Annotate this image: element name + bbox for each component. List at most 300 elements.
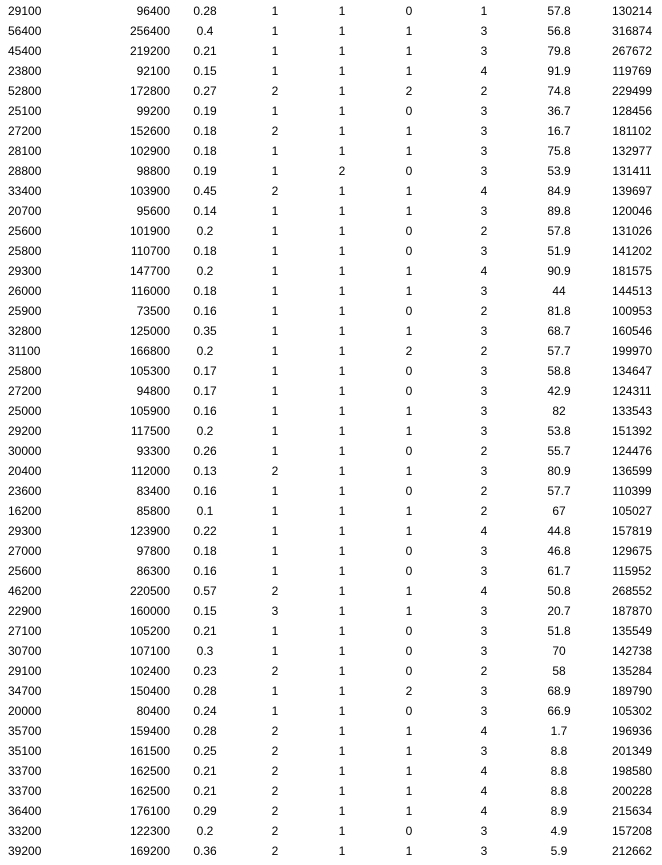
- table-cell[interactable]: 2: [271, 584, 279, 598]
- table-cell[interactable]: 29300: [8, 524, 42, 538]
- table-cell[interactable]: 57.8: [547, 224, 571, 238]
- table-cell[interactable]: 61.7: [547, 564, 571, 578]
- table-cell[interactable]: 1: [338, 184, 346, 198]
- table-cell[interactable]: 4: [480, 524, 488, 538]
- table-cell[interactable]: 120046: [611, 204, 653, 218]
- table-cell[interactable]: 53.8: [547, 424, 571, 438]
- table-cell[interactable]: 26000: [8, 284, 42, 298]
- table-cell[interactable]: 256400: [129, 24, 170, 38]
- table-cell[interactable]: 3: [480, 744, 488, 758]
- table-cell[interactable]: 181575: [611, 264, 653, 278]
- table-cell[interactable]: 2: [405, 84, 413, 98]
- table-cell[interactable]: 3: [480, 844, 488, 858]
- table-cell[interactable]: 3: [480, 424, 488, 438]
- table-cell[interactable]: 1: [338, 624, 346, 638]
- table-cell[interactable]: 0.16: [193, 484, 217, 498]
- table-cell[interactable]: 1: [405, 504, 413, 518]
- table-cell[interactable]: 20000: [8, 704, 42, 718]
- table-cell[interactable]: 92100: [136, 64, 170, 78]
- table-cell[interactable]: 160546: [611, 324, 653, 338]
- table-cell[interactable]: 0: [405, 664, 413, 678]
- table-cell[interactable]: 0.16: [193, 404, 217, 418]
- table-cell[interactable]: 23600: [8, 484, 42, 498]
- table-cell[interactable]: 68.7: [547, 324, 571, 338]
- table-cell[interactable]: 151392: [611, 424, 653, 438]
- table-cell[interactable]: 2: [405, 684, 413, 698]
- table-cell[interactable]: 4: [480, 764, 488, 778]
- table-cell[interactable]: 0.18: [193, 544, 217, 558]
- table-cell[interactable]: 0.23: [193, 664, 217, 678]
- table-cell[interactable]: 25800: [8, 364, 42, 378]
- table-cell[interactable]: 1: [338, 684, 346, 698]
- table-cell[interactable]: 1: [405, 24, 413, 38]
- table-cell[interactable]: 160000: [129, 604, 170, 618]
- table-cell[interactable]: 1: [338, 484, 346, 498]
- table-cell[interactable]: 67: [552, 504, 566, 518]
- table-cell[interactable]: 4: [480, 784, 488, 798]
- table-cell[interactable]: 1: [338, 84, 346, 98]
- table-cell[interactable]: 1: [338, 744, 346, 758]
- table-cell[interactable]: 196936: [611, 724, 653, 738]
- table-cell[interactable]: 3: [480, 324, 488, 338]
- table-cell[interactable]: 150400: [129, 684, 170, 698]
- table-cell[interactable]: 125000: [129, 324, 170, 338]
- table-cell[interactable]: 33700: [8, 764, 42, 778]
- table-cell[interactable]: 2: [480, 304, 488, 318]
- table-cell[interactable]: 0: [405, 244, 413, 258]
- table-cell[interactable]: 58.8: [547, 364, 571, 378]
- table-cell[interactable]: 51.8: [547, 624, 571, 638]
- table-cell[interactable]: 1: [338, 424, 346, 438]
- table-cell[interactable]: 122300: [129, 824, 170, 838]
- table-cell[interactable]: 28800: [8, 164, 42, 178]
- table-cell[interactable]: 2: [271, 824, 279, 838]
- table-cell[interactable]: 157819: [611, 524, 653, 538]
- table-cell[interactable]: 8.9: [550, 804, 568, 818]
- table-cell[interactable]: 1: [271, 484, 279, 498]
- table-cell[interactable]: 1: [405, 744, 413, 758]
- table-cell[interactable]: 159400: [129, 724, 170, 738]
- table-cell[interactable]: 130214: [611, 3, 653, 18]
- table-cell[interactable]: 1: [338, 544, 346, 558]
- table-cell[interactable]: 82: [552, 404, 566, 418]
- table-cell[interactable]: 1: [405, 844, 413, 858]
- table-cell[interactable]: 3: [480, 104, 488, 118]
- table-cell[interactable]: 56400: [8, 24, 42, 38]
- table-cell[interactable]: 8.8: [550, 784, 568, 798]
- table-cell[interactable]: 2: [338, 164, 346, 178]
- table-cell[interactable]: 89.8: [547, 204, 571, 218]
- table-cell[interactable]: 1: [405, 724, 413, 738]
- table-cell[interactable]: 46200: [8, 584, 42, 598]
- table-cell[interactable]: 1: [338, 224, 346, 238]
- table-cell[interactable]: 0.1: [196, 504, 214, 518]
- table-cell[interactable]: 1: [271, 244, 279, 258]
- table-cell[interactable]: 169200: [129, 844, 170, 858]
- table-cell[interactable]: 0.18: [193, 244, 217, 258]
- table-cell[interactable]: 29100: [8, 664, 42, 678]
- table-cell[interactable]: 1: [271, 304, 279, 318]
- table-cell[interactable]: 105302: [611, 704, 653, 718]
- table-cell[interactable]: 0.21: [193, 624, 217, 638]
- table-cell[interactable]: 27200: [8, 124, 42, 138]
- table-cell[interactable]: 3: [480, 44, 488, 58]
- table-cell[interactable]: 0: [405, 304, 413, 318]
- table-cell[interactable]: 0.14: [193, 204, 217, 218]
- table-cell[interactable]: 142738: [611, 644, 653, 658]
- table-cell[interactable]: 0.19: [193, 164, 217, 178]
- table-cell[interactable]: 32800: [8, 324, 42, 338]
- table-cell[interactable]: 215634: [611, 804, 653, 818]
- table-cell[interactable]: 4: [480, 724, 488, 738]
- table-cell[interactable]: 25100: [8, 104, 42, 118]
- table-cell[interactable]: 1: [338, 524, 346, 538]
- table-cell[interactable]: 1: [405, 144, 413, 158]
- table-cell[interactable]: 119769: [612, 64, 652, 78]
- table-cell[interactable]: 1: [271, 444, 279, 458]
- table-cell[interactable]: 0.18: [193, 144, 217, 158]
- table-cell[interactable]: 0.22: [193, 524, 217, 538]
- table-cell[interactable]: 1: [480, 3, 488, 18]
- table-cell[interactable]: 1: [338, 104, 346, 118]
- table-cell[interactable]: 99200: [136, 104, 170, 118]
- table-cell[interactable]: 0.15: [193, 604, 217, 618]
- table-cell[interactable]: 3: [480, 464, 488, 478]
- table-cell[interactable]: 1: [271, 344, 279, 358]
- table-cell[interactable]: 116000: [130, 284, 170, 298]
- table-cell[interactable]: 135549: [611, 624, 653, 638]
- table-cell[interactable]: 91.9: [547, 64, 571, 78]
- table-cell[interactable]: 1: [338, 504, 346, 518]
- table-cell[interactable]: 0.25: [193, 744, 217, 758]
- table-cell[interactable]: 1: [338, 804, 346, 818]
- table-cell[interactable]: 0.17: [193, 384, 217, 398]
- table-cell[interactable]: 58: [552, 664, 566, 678]
- table-cell[interactable]: 1: [271, 3, 279, 18]
- table-cell[interactable]: 199970: [611, 344, 653, 358]
- table-cell[interactable]: 102900: [129, 144, 170, 158]
- table-cell[interactable]: 25600: [8, 564, 42, 578]
- table-cell[interactable]: 1: [271, 264, 279, 278]
- table-cell[interactable]: 229499: [611, 84, 653, 98]
- table-cell[interactable]: 3: [480, 244, 488, 258]
- table-cell[interactable]: 73500: [136, 304, 170, 318]
- table-cell[interactable]: 98800: [136, 164, 170, 178]
- table-cell[interactable]: 0.18: [193, 124, 217, 138]
- table-cell[interactable]: 123900: [129, 524, 170, 538]
- table-cell[interactable]: 0: [405, 564, 413, 578]
- table-cell[interactable]: 176100: [129, 804, 170, 818]
- table-cell[interactable]: 2: [271, 464, 279, 478]
- table-cell[interactable]: 2: [271, 724, 279, 738]
- table-cell[interactable]: 316874: [611, 24, 653, 38]
- table-cell[interactable]: 0.13: [193, 464, 217, 478]
- table-cell[interactable]: 1: [405, 784, 413, 798]
- table-cell[interactable]: 198580: [611, 764, 653, 778]
- table-cell[interactable]: 144513: [611, 284, 653, 298]
- table-cell[interactable]: 0: [405, 164, 413, 178]
- table-cell[interactable]: 139697: [611, 184, 653, 198]
- table-cell[interactable]: 0: [405, 384, 413, 398]
- table-cell[interactable]: 3: [480, 824, 488, 838]
- table-cell[interactable]: 1: [338, 584, 346, 598]
- table-cell[interactable]: 27100: [8, 624, 42, 638]
- table-cell[interactable]: 1: [338, 364, 346, 378]
- table-cell[interactable]: 36400: [8, 804, 42, 818]
- table-cell[interactable]: 1: [271, 104, 279, 118]
- table-cell[interactable]: 1: [338, 444, 346, 458]
- table-cell[interactable]: 1: [405, 804, 413, 818]
- table-cell[interactable]: 4: [480, 804, 488, 818]
- table-cell[interactable]: 0.16: [193, 304, 217, 318]
- table-cell[interactable]: 1: [271, 204, 279, 218]
- table-cell[interactable]: 115952: [612, 564, 652, 578]
- table-cell[interactable]: 1: [338, 304, 346, 318]
- table-cell[interactable]: 31100: [8, 344, 41, 358]
- table-cell[interactable]: 0.15: [193, 64, 217, 78]
- table-cell[interactable]: 2: [405, 344, 413, 358]
- table-cell[interactable]: 1: [405, 204, 413, 218]
- table-cell[interactable]: 162500: [129, 764, 170, 778]
- table-cell[interactable]: 20700: [8, 204, 42, 218]
- table-cell[interactable]: 220500: [129, 584, 170, 598]
- table-cell[interactable]: 2: [480, 664, 488, 678]
- table-cell[interactable]: 83400: [136, 484, 170, 498]
- table-cell[interactable]: 2: [271, 184, 279, 198]
- table-cell[interactable]: 0: [405, 364, 413, 378]
- table-cell[interactable]: 35700: [8, 724, 42, 738]
- table-cell[interactable]: 135284: [611, 664, 653, 678]
- table-cell[interactable]: 46.8: [547, 544, 571, 558]
- table-cell[interactable]: 1: [405, 524, 413, 538]
- table-cell[interactable]: 200228: [611, 784, 653, 798]
- table-cell[interactable]: 3: [480, 604, 488, 618]
- table-cell[interactable]: 0.36: [193, 844, 217, 858]
- table-cell[interactable]: 0.2: [196, 344, 214, 358]
- table-cell[interactable]: 79.8: [547, 44, 571, 58]
- table-cell[interactable]: 0.57: [193, 584, 217, 598]
- table-cell[interactable]: 1: [338, 384, 346, 398]
- table-cell[interactable]: 16.7: [547, 124, 571, 138]
- table-cell[interactable]: 0: [405, 824, 413, 838]
- table-cell[interactable]: 30000: [8, 444, 42, 458]
- table-cell[interactable]: 85800: [136, 504, 170, 518]
- table-cell[interactable]: 268552: [611, 584, 653, 598]
- table-cell[interactable]: 105200: [129, 624, 170, 638]
- table-cell[interactable]: 157208: [611, 824, 653, 838]
- table-cell[interactable]: 0.2: [196, 224, 214, 238]
- table-cell[interactable]: 0.24: [193, 704, 217, 718]
- table-cell[interactable]: 0.21: [193, 44, 217, 58]
- table-cell[interactable]: 2: [480, 344, 488, 358]
- table-cell[interactable]: 0.16: [193, 564, 217, 578]
- table-cell[interactable]: 50.8: [547, 584, 571, 598]
- table-cell[interactable]: 70: [552, 644, 566, 658]
- table-cell[interactable]: 1: [338, 724, 346, 738]
- table-cell[interactable]: 45400: [8, 44, 42, 58]
- table-cell[interactable]: 1: [338, 404, 346, 418]
- table-cell[interactable]: 1: [338, 244, 346, 258]
- table-cell[interactable]: 1: [338, 144, 346, 158]
- table-cell[interactable]: 4.9: [550, 824, 568, 838]
- table-cell[interactable]: 1: [338, 644, 346, 658]
- table-cell[interactable]: 212662: [611, 844, 653, 858]
- table-cell[interactable]: 8.8: [550, 744, 568, 758]
- table-cell[interactable]: 1: [271, 284, 279, 298]
- table-cell[interactable]: 29200: [8, 424, 42, 438]
- table-cell[interactable]: 1: [338, 784, 346, 798]
- table-cell[interactable]: 42.9: [547, 384, 571, 398]
- table-cell[interactable]: 2: [480, 444, 488, 458]
- table-cell[interactable]: 1: [338, 204, 346, 218]
- table-cell[interactable]: 0.2: [196, 264, 214, 278]
- table-cell[interactable]: 124476: [611, 444, 653, 458]
- table-cell[interactable]: 0: [405, 544, 413, 558]
- table-cell[interactable]: 141202: [611, 244, 653, 258]
- table-cell[interactable]: 2: [271, 764, 279, 778]
- table-cell[interactable]: 57.7: [547, 484, 571, 498]
- table-cell[interactable]: 4: [480, 584, 488, 598]
- table-cell[interactable]: 103900: [129, 184, 170, 198]
- table-cell[interactable]: 3: [480, 204, 488, 218]
- table-cell[interactable]: 16200: [8, 504, 42, 518]
- table-cell[interactable]: 1: [271, 364, 279, 378]
- table-cell[interactable]: 3: [271, 604, 279, 618]
- table-cell[interactable]: 25000: [8, 404, 42, 418]
- table-cell[interactable]: 0.45: [193, 184, 217, 198]
- table-cell[interactable]: 2: [271, 664, 279, 678]
- table-cell[interactable]: 105027: [611, 504, 653, 518]
- table-cell[interactable]: 20400: [8, 464, 42, 478]
- table-cell[interactable]: 30700: [8, 644, 42, 658]
- table-cell[interactable]: 0.28: [193, 684, 217, 698]
- table-cell[interactable]: 1: [271, 44, 279, 58]
- table-cell[interactable]: 93300: [136, 444, 170, 458]
- table-cell[interactable]: 1: [405, 424, 413, 438]
- table-cell[interactable]: 0.26: [193, 444, 217, 458]
- table-cell[interactable]: 1: [338, 284, 346, 298]
- table-cell[interactable]: 0: [405, 624, 413, 638]
- table-cell[interactable]: 1: [271, 64, 279, 78]
- table-cell[interactable]: 4: [480, 64, 488, 78]
- table-cell[interactable]: 134647: [611, 364, 653, 378]
- table-cell[interactable]: 1: [271, 524, 279, 538]
- table-cell[interactable]: 0.28: [193, 724, 217, 738]
- table-cell[interactable]: 1: [271, 684, 279, 698]
- table-cell[interactable]: 1: [405, 44, 413, 58]
- table-cell[interactable]: 1: [338, 124, 346, 138]
- table-cell[interactable]: 2: [480, 84, 488, 98]
- table-cell[interactable]: 94800: [136, 384, 170, 398]
- table-cell[interactable]: 117500: [130, 424, 170, 438]
- table-cell[interactable]: 152600: [129, 124, 170, 138]
- table-cell[interactable]: 1: [405, 264, 413, 278]
- table-cell[interactable]: 68.9: [547, 684, 571, 698]
- table-cell[interactable]: 8.8: [550, 764, 568, 778]
- table-cell[interactable]: 161500: [129, 744, 170, 758]
- table-cell[interactable]: 0: [405, 704, 413, 718]
- table-cell[interactable]: 57.8: [547, 3, 571, 18]
- table-cell[interactable]: 66.9: [547, 704, 571, 718]
- table-cell[interactable]: 4: [480, 264, 488, 278]
- table-cell[interactable]: 0: [405, 644, 413, 658]
- table-cell[interactable]: 1: [338, 604, 346, 618]
- table-cell[interactable]: 1: [405, 184, 413, 198]
- table-cell[interactable]: 1: [338, 264, 346, 278]
- table-cell[interactable]: 2: [271, 744, 279, 758]
- table-cell[interactable]: 1: [338, 44, 346, 58]
- table-cell[interactable]: 29300: [8, 264, 42, 278]
- table-cell[interactable]: 56.8: [547, 24, 571, 38]
- table-cell[interactable]: 1: [271, 324, 279, 338]
- table-cell[interactable]: 189790: [611, 684, 653, 698]
- table-cell[interactable]: 3: [480, 364, 488, 378]
- table-cell[interactable]: 44: [552, 284, 566, 298]
- table-cell[interactable]: 0: [405, 224, 413, 238]
- table-cell[interactable]: 3: [480, 684, 488, 698]
- table-cell[interactable]: 172800: [129, 84, 170, 98]
- table-cell[interactable]: 2: [271, 844, 279, 858]
- table-cell[interactable]: 1: [271, 224, 279, 238]
- table-cell[interactable]: 181102: [612, 124, 652, 138]
- table-cell[interactable]: 2: [271, 784, 279, 798]
- table-cell[interactable]: 166800: [129, 344, 170, 358]
- table-cell[interactable]: 1: [338, 24, 346, 38]
- table-cell[interactable]: 57.7: [547, 344, 571, 358]
- table-cell[interactable]: 1: [338, 764, 346, 778]
- table-cell[interactable]: 162500: [129, 784, 170, 798]
- table-cell[interactable]: 1: [338, 824, 346, 838]
- table-cell[interactable]: 129675: [611, 544, 653, 558]
- table-cell[interactable]: 0.28: [193, 3, 217, 18]
- table-cell[interactable]: 110399: [612, 484, 652, 498]
- table-cell[interactable]: 1: [405, 464, 413, 478]
- table-cell[interactable]: 3: [480, 624, 488, 638]
- table-cell[interactable]: 1: [338, 3, 346, 18]
- table-cell[interactable]: 0.19: [193, 104, 217, 118]
- table-cell[interactable]: 112000: [130, 464, 170, 478]
- table-cell[interactable]: 23800: [8, 64, 42, 78]
- table-cell[interactable]: 3: [480, 24, 488, 38]
- table-cell[interactable]: 105300: [129, 364, 170, 378]
- table-cell[interactable]: 0: [405, 484, 413, 498]
- table-cell[interactable]: 36.7: [547, 104, 571, 118]
- table-cell[interactable]: 1: [271, 564, 279, 578]
- table-cell[interactable]: 1: [271, 404, 279, 418]
- table-cell[interactable]: 1: [271, 164, 279, 178]
- table-cell[interactable]: 95600: [136, 204, 170, 218]
- table-cell[interactable]: 25900: [8, 304, 42, 318]
- table-cell[interactable]: 74.8: [547, 84, 571, 98]
- table-cell[interactable]: 128456: [611, 104, 653, 118]
- table-cell[interactable]: 1: [338, 464, 346, 478]
- table-cell[interactable]: 53.9: [547, 164, 571, 178]
- table-cell[interactable]: 0.29: [193, 804, 217, 818]
- table-cell[interactable]: 102400: [129, 664, 170, 678]
- table-cell[interactable]: 3: [480, 124, 488, 138]
- table-cell[interactable]: 1: [405, 64, 413, 78]
- table-cell[interactable]: 3: [480, 404, 488, 418]
- table-cell[interactable]: 0.21: [193, 784, 217, 798]
- table-cell[interactable]: 0.3: [196, 644, 214, 658]
- table-cell[interactable]: 1: [405, 324, 413, 338]
- table-cell[interactable]: 3: [480, 144, 488, 158]
- table-cell[interactable]: 2: [271, 84, 279, 98]
- table-cell[interactable]: 132977: [611, 144, 653, 158]
- table-cell[interactable]: 131411: [612, 164, 652, 178]
- table-cell[interactable]: 44.8: [547, 524, 571, 538]
- table-cell[interactable]: 1: [271, 704, 279, 718]
